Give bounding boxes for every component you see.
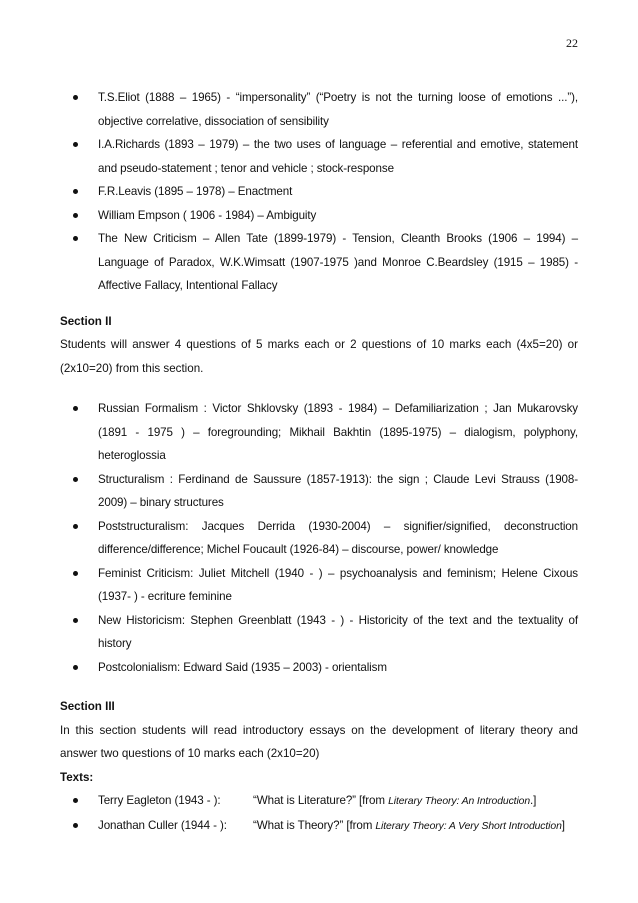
list-item: Poststructuralism: Jacques Derrida (1930-2004) – signifier/signified, deconstruction difference/difference; Michel Foucault (1926-84) – discourse, power/ knowledge (60, 515, 578, 562)
list-item: Feminist Criticism: Juliet Mitchell (1940 - ) – psychoanalysis and feminism; Helene Cixous (1937- ) - ecriture feminine (60, 562, 578, 609)
list-item (60, 789, 578, 814)
section-2-heading: Section II (60, 314, 112, 328)
list-item (60, 814, 578, 839)
list-item: Postcolonialism: Edward Said (1935 – 2003) - orientalism (60, 656, 578, 680)
text-end: ] (561, 818, 565, 832)
text-title: “What is Literature?” [from (253, 794, 389, 807)
list-item: Russian Formalism : Victor Shklovsky (1893 - 1984) – Defamiliarization ; Jan Mukarovsky (1891 - 1975 ) – foregrounding; Mikhail Bakhtin (1895-1975) – dialogism, polyphony, heteroglossia (60, 397, 578, 468)
page-number: 22 (566, 36, 578, 50)
intro-list (60, 86, 578, 298)
text-author: Terry Eagleton (1943 - ): (98, 794, 221, 807)
list-item: Structuralism : Ferdinand de Saussure (1857-1913): the sign ; Claude Levi Strauss (1908-2009) – binary structures (60, 468, 578, 515)
list-item: William Empson ( 1906 - 1984) – Ambiguity (60, 204, 578, 228)
list-item: I.A.Richards (1893 – 1979) – the two uses of language – referential and emotive, statement and pseudo-statement ; tenor and vehicle ; stock-response (60, 133, 578, 180)
text-author: Jonathan Culler (1944 - ): (98, 818, 227, 832)
section-2-intro: Students will answer 4 questions of 5 marks each or 2 questions of 10 marks each (4x5=20) or (2x10=20) from this section. (60, 338, 578, 375)
text-end: .] (530, 794, 537, 807)
text-source: Literary Theory: An Introduction (388, 796, 531, 807)
list-item: New Historicism: Stephen Greenblatt (1943 - ) - Historicity of the text and the textuality of history (60, 609, 578, 656)
list-item: The New Criticism – Allen Tate (1899-1979) - Tension, Cleanth Brooks (1906 – 1994) – Language of Paradox, W.K.Wimsatt (1907-1975 )and Monroe C.Beardsley (1915 – 1985) - Affective Fallacy, Intentional Fallacy (60, 227, 578, 298)
list-item: F.R.Leavis (1895 – 1978) – Enactment (60, 180, 578, 204)
texts-label: Texts: (60, 770, 94, 784)
list-item: T.S.Eliot (1888 – 1965) - “impersonality” (“Poetry is not the turning loose of emotions ...”), objective correlative, dissociation of sensibility (60, 86, 578, 133)
section-3-intro: In this section students will read introductory essays on the development of literary theory and answer two questions of 10 marks each (2x10=20) (60, 723, 578, 760)
section-3-heading: Section III (60, 700, 115, 713)
section-2-list (60, 397, 578, 679)
text-title: “What is Theory?” [from (253, 818, 376, 832)
texts-list (60, 789, 578, 838)
text-source: Literary Theory: A Very Short Introduction (375, 820, 562, 832)
document-body (60, 86, 578, 838)
